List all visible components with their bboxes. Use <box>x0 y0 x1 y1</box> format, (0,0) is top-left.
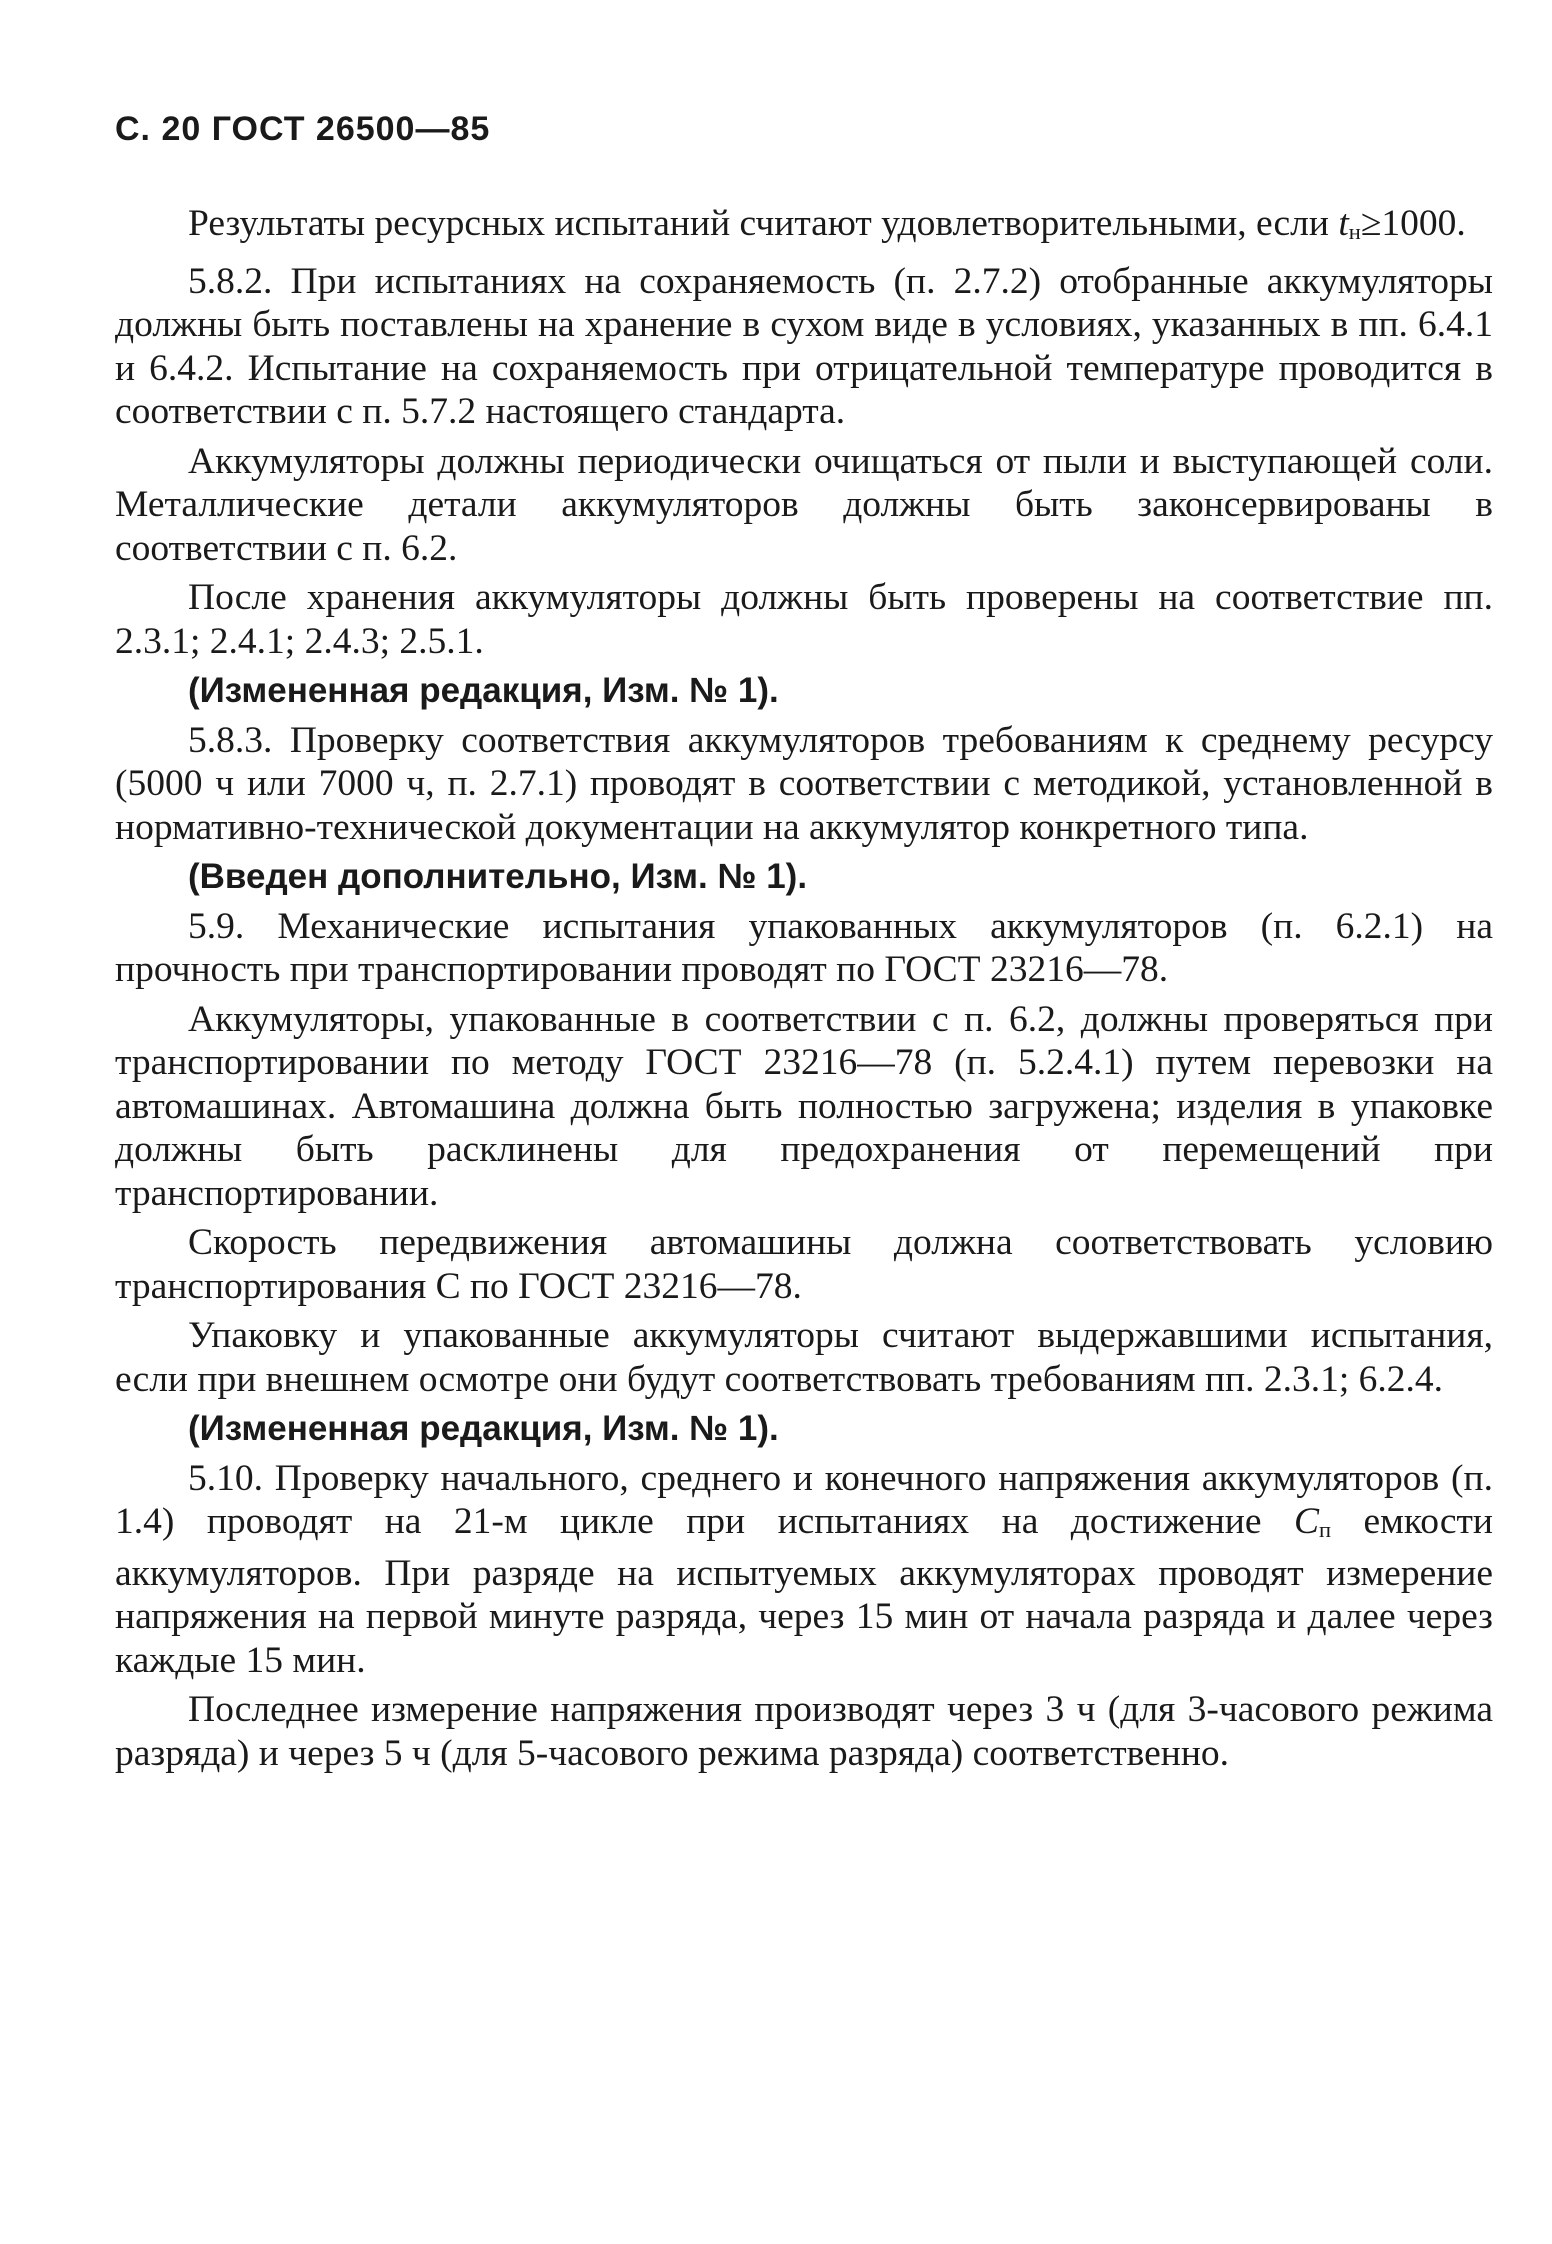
document-page <box>115 112 1493 1781</box>
paragraph-5-8-3: 5.8.3. Проверку соответствия аккумуляторов требованиям к среднему ресурсу (5000 ч или 7000 ч, п. 2.7.1) проводят в соответствии с методикой, установленной в нормативно-технической документации на аккумулятор конкретного типа. <box>115 719 1493 848</box>
paragraph-cleaning: Аккумуляторы должны периодически очищаться от пыли и выступающей соли. Металлические детали аккумуляторов должны быть законсервированы в соответствии с п. 6.2. <box>115 440 1493 569</box>
edition-note-2: (Введен дополнительно, Изм. № 1). <box>188 857 808 896</box>
paragraph-resource-results: Результаты ресурсных испытаний считают удовлетворительными, если $t_н\ge 1000$. <box>188 203 1466 244</box>
paragraph-transport-method: Аккумуляторы, упакованные в соответствии с п. 6.2, должны проверяться при транспортировании по методу ГОСТ 23216—78 (п. 5.2.4.1) путем перевозки на автомашинах. Автомашина должна быть полностью загружена; изделия в упаковке должны быть расклинены для предохранения от перемещений при транспортировании. <box>115 998 1493 1214</box>
paragraph-last-measurement: Последнее измерение напряжения производят через 3 ч (для 3-часового режима разряда) и через 5 ч (для 5-часового режима разряда) соответственно. <box>115 1689 1493 1774</box>
paragraph-after-storage: После хранения аккумуляторы должны быть проверены на соответствие пп. 2.3.1; 2.4.1; 2.4.3; 2.5.1. <box>115 577 1493 662</box>
paragraph-package-pass: Упаковку и упакованные аккумуляторы считают выдержавшими испытания, если при внешнем осмотре они будут соответствовать требованиям пп. 2.3.1; 6.2.4. <box>115 1315 1493 1400</box>
paragraph-5-8-2: 5.8.2. При испытаниях на сохраняемость (п. 2.7.2) отобранные аккумуляторы должны быть поставлены на хранение в сухом виде в условиях, указанных в пп. 6.4.1 и 6.4.2. Испытание на сохраняемость при отрицательной температуре проводится в соответствии с п. 5.7.2 настоящего стандарта. <box>115 260 1493 432</box>
paragraph-5-9: 5.9. Механические испытания упакованных аккумуляторов (п. 6.2.1) на прочность при транспортировании проводят по ГОСТ 23216—78. <box>115 905 1493 990</box>
page-header: С. 20 ГОСТ 26500—85 <box>115 110 491 148</box>
edition-note-1: (Измененная редакция, Изм. № 1). <box>188 671 779 710</box>
edition-note-3: (Измененная редакция, Изм. № 1). <box>188 1409 779 1448</box>
paragraph-vehicle-speed: Скорость передвижения автомашины должна соответствовать условию транспортирования С по ГОСТ 23216—78. <box>115 1222 1493 1307</box>
paragraph-5-10: 5.10. Проверку начального, среднего и конечного напряжения аккумуляторов (п. 1.4) проводят на 21-м цикле при испытаниях на достижение $C_п$ емкости аккумуляторов. При разряде на испытуемых аккумуляторах проводят измерение напряжения на первой минуте разряда, через 15 мин от начала разряда и далее через каждые 15 мин. <box>115 1457 1493 1681</box>
